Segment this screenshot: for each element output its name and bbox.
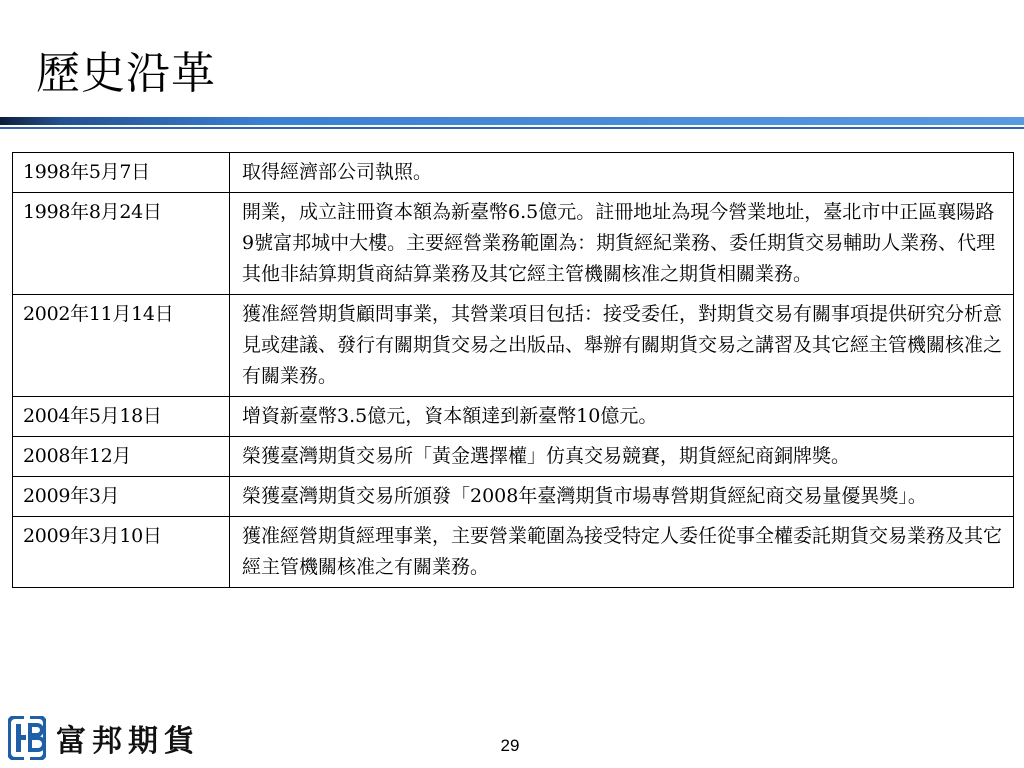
date-cell: 2009年3月 (13, 477, 230, 517)
description-cell: 獲准經營期貨顧問事業，其營業項目包括：接受委任，對期貨交易有關事項提供研究分析意見或建議、發行有關期貨交易之出版品、舉辦有關期貨交易之講習及其它經主管機關核准之有關業務。 (230, 295, 1014, 397)
title-divider (0, 117, 1024, 129)
company-logo (8, 714, 208, 762)
table-row (13, 153, 1014, 193)
date-cell: 1998年8月24日 (13, 193, 230, 295)
date-cell: 2004年5月18日 (13, 397, 230, 437)
table-row (13, 437, 1014, 477)
divider-thin-line (0, 127, 1024, 129)
table-row (13, 193, 1014, 295)
history-table (12, 152, 1014, 588)
date-cell: 2002年11月14日 (13, 295, 230, 397)
page-number: 29 (500, 736, 520, 755)
date-cell: 1998年5月7日 (13, 153, 230, 193)
company-name: 富邦期貨 (56, 724, 200, 759)
description-cell: 開業，成立註冊資本額為新臺幣6.5億元。註冊地址為現今營業地址，臺北市中正區襄陽路9號富邦城中大樓。主要經營業務範圍為：期貨經紀業務、委任期貨交易輔助人業務、代理其他非結算期貨商結算業務及其它經主管機關核准之期貨相關業務。 (230, 193, 1014, 295)
description-cell: 榮獲臺灣期貨交易所頒發「2008年臺灣期貨市場專營期貨經紀商交易量優異獎」。 (230, 477, 1014, 517)
table-row (13, 477, 1014, 517)
table-row (13, 517, 1014, 588)
description-cell: 取得經濟部公司執照。 (230, 153, 1014, 193)
fubon-logo-icon (8, 716, 46, 760)
description-cell: 增資新臺幣3.5億元，資本額達到新臺幣10億元。 (230, 397, 1014, 437)
page-title: 歷史沿革 (36, 48, 216, 99)
description-cell: 獲准經營期貨經理事業，主要營業範圍為接受特定人委任從事全權委託期貨交易業務及其它經主管機關核准之有關業務。 (230, 517, 1014, 588)
date-cell: 2008年12月 (13, 437, 230, 477)
description-cell: 榮獲臺灣期貨交易所「黃金選擇權」仿真交易競賽，期貨經紀商銅牌獎。 (230, 437, 1014, 477)
divider-gradient-bar (0, 117, 1024, 125)
table-row (13, 397, 1014, 437)
table-row (13, 295, 1014, 397)
date-cell: 2009年3月10日 (13, 517, 230, 588)
